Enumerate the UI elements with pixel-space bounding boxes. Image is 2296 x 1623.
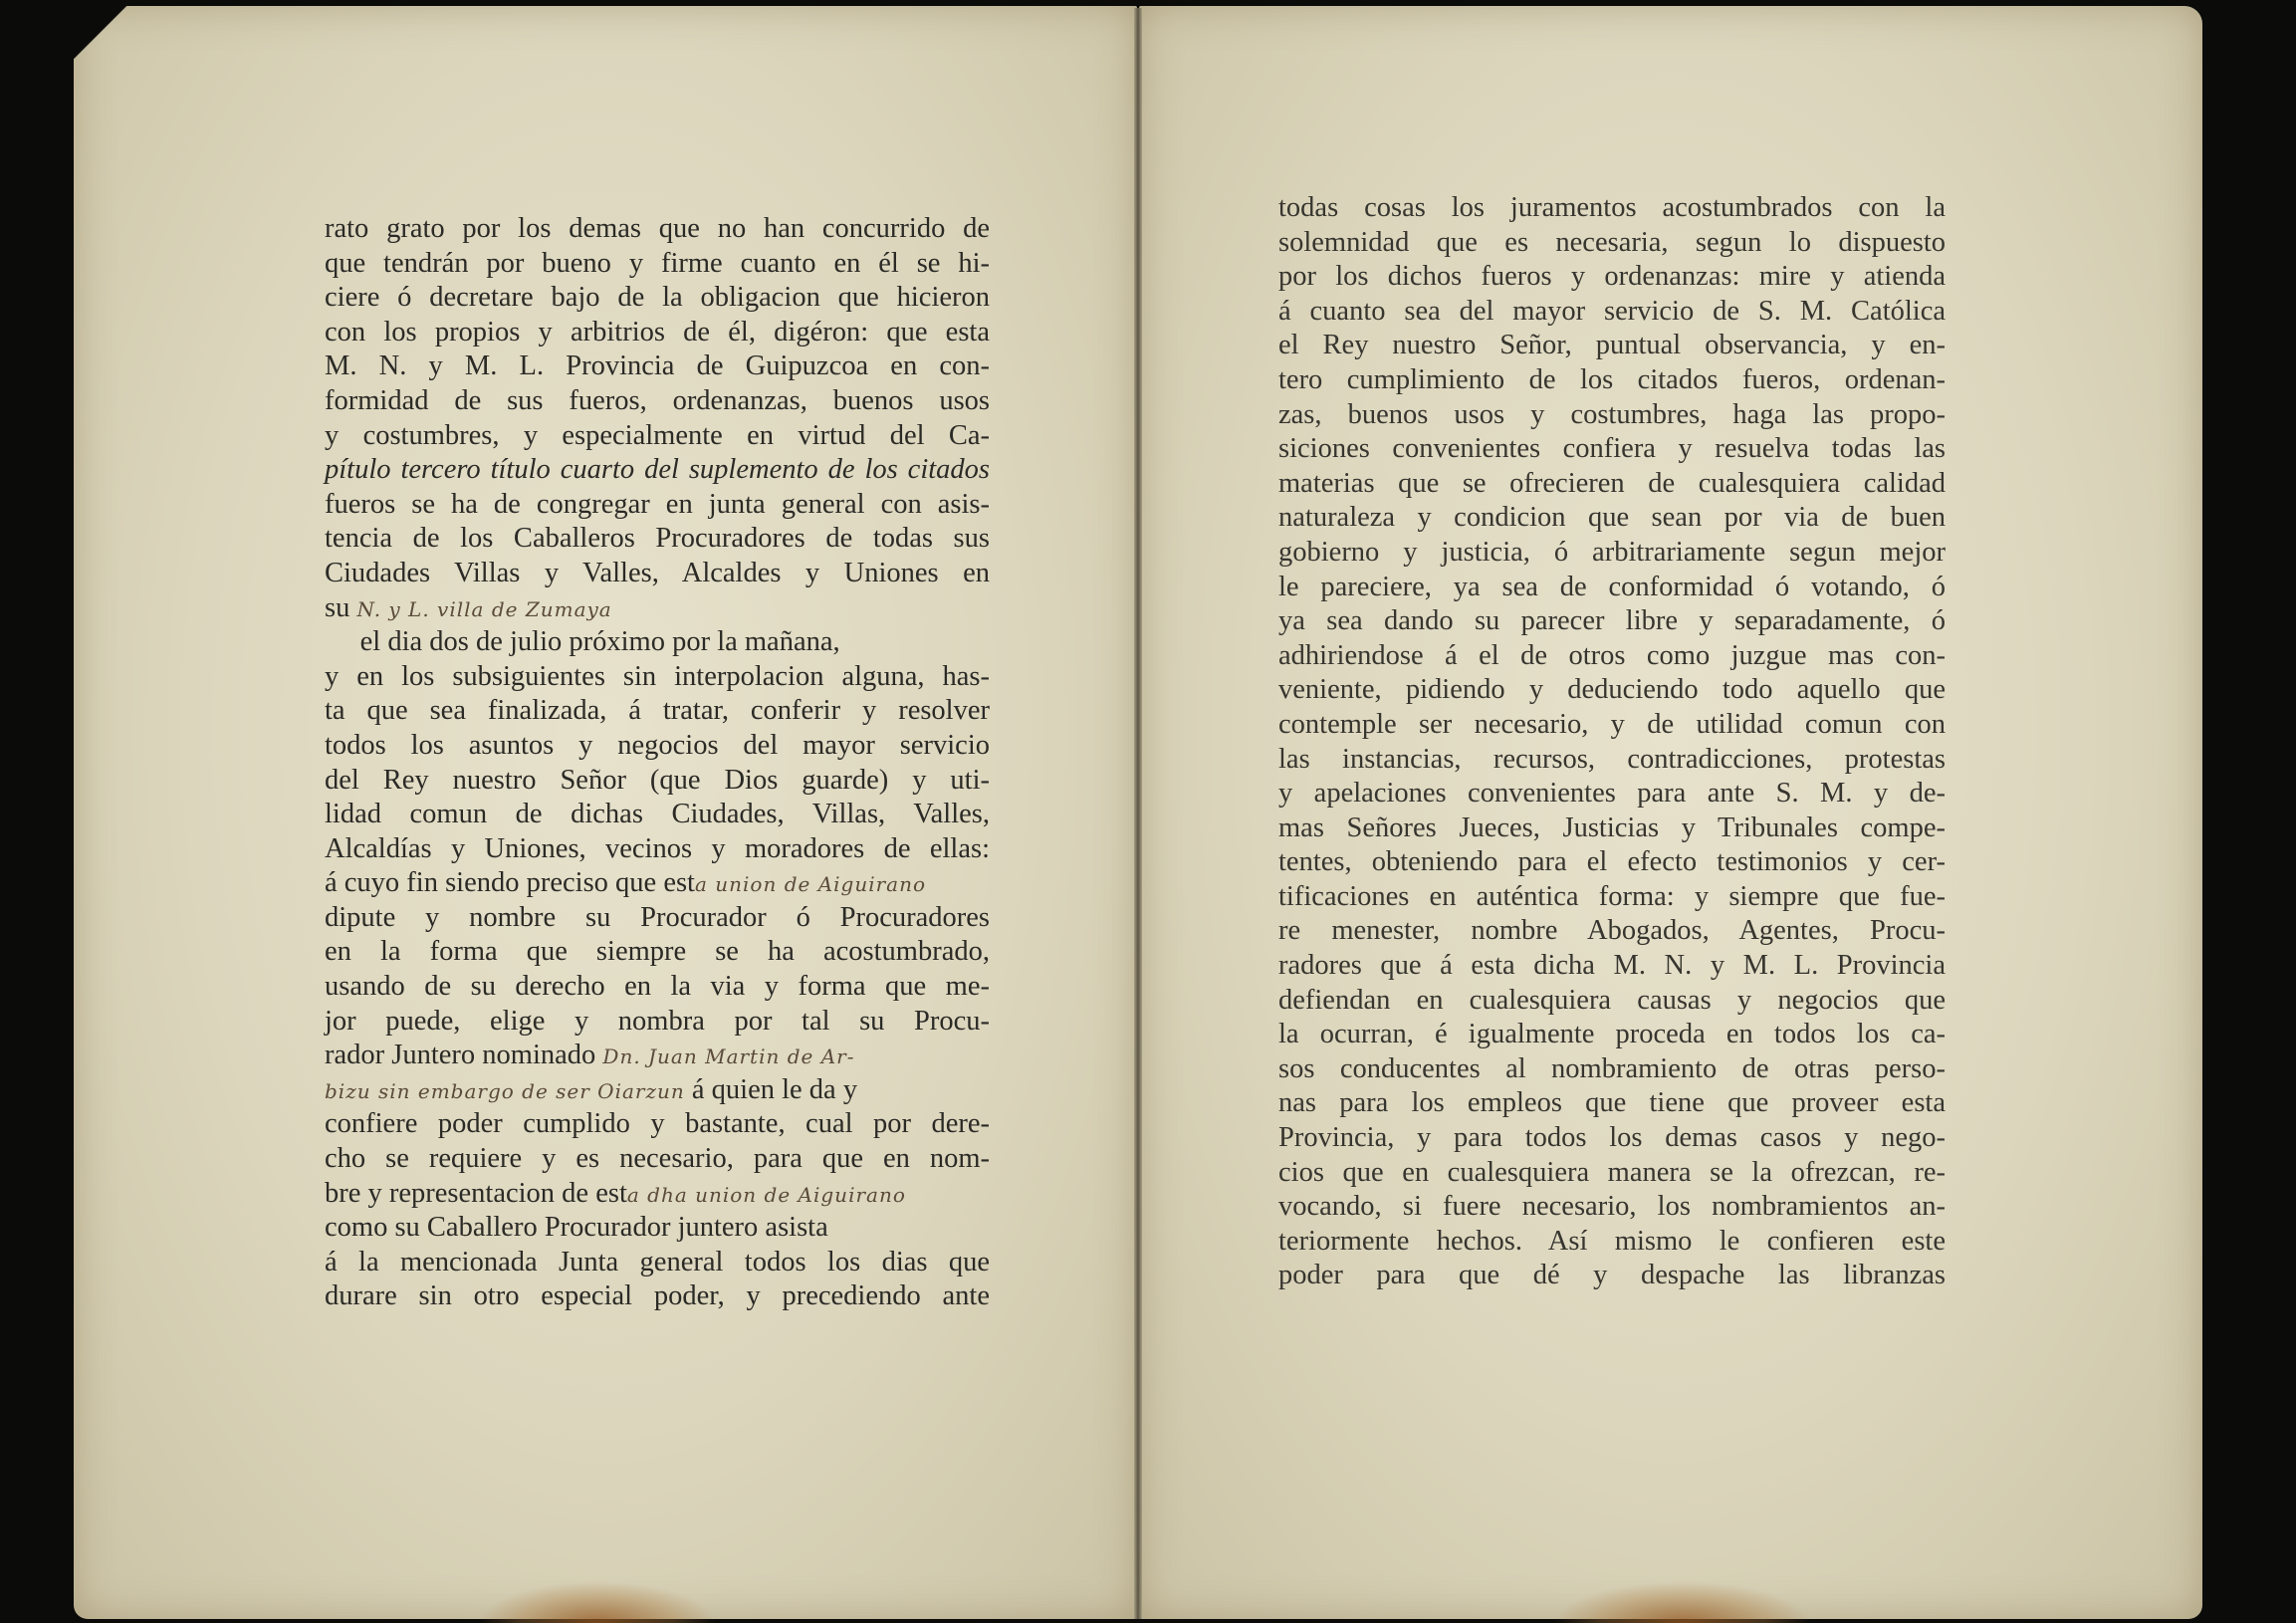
text-line: todas cosas los juramentos acostumbrados con la: [1278, 192, 1946, 223]
handwritten-entry: N. y L. villa de Zumaya: [356, 596, 612, 621]
text-line: tificaciones en auténtica forma: y siempre que fue-: [1278, 880, 1946, 912]
text-line: Alcaldías y Uniones, vecinos y moradores de ellas:: [325, 832, 990, 864]
text-line: en la forma que siempre se ha acostumbrado,: [325, 936, 990, 968]
text-line: á cuyo fin siendo preciso que esta union de Aiguirano: [325, 867, 927, 899]
text-line: por los dichos fueros y ordenanzas: mire y atienda: [1278, 261, 1946, 293]
text-line: poder para que dé y despache las libranzas: [1278, 1260, 1946, 1291]
text-line: lidad comun de dichas Ciudades, Villas, Valles,: [325, 799, 990, 830]
text-line: veniente, pidiendo y deduciendo todo aquello que: [1278, 674, 1946, 706]
text-line: que tendrán por bueno y firme cuanto en él se hi-: [325, 247, 990, 279]
text-line: Ciudades Villas y Valles, Alcaldes y Uniones en: [325, 557, 990, 588]
text-line: del Rey nuestro Señor (que Dios guarde) y uti-: [325, 764, 990, 796]
text-line: usando de su derecho en la via y forma que me-: [325, 971, 990, 1003]
text-line: zas, buenos usos y costumbres, haga las propo-: [1278, 398, 1946, 430]
text-line: contemple ser necesario, y de utilidad comun con: [1278, 708, 1946, 740]
text-line: solemnidad que es necesaria, segun lo dispuesto: [1278, 226, 1946, 258]
torn-corner: [74, 6, 133, 96]
text-line: rador Juntero nominado Dn. Juan Martin de Ar-: [325, 1040, 855, 1071]
text-line: bizu sin embargo de ser Oiarzun á quien le da y: [325, 1073, 858, 1105]
text-line: tentes, obteniendo para el efecto testimonios y cer-: [1278, 846, 1946, 878]
handwritten-entry: Dn. Juan Martin de Ar-: [602, 1044, 855, 1069]
text-line: siciones convenientes confiera y resuelva todas las: [1278, 433, 1946, 465]
text-line: tencia de los Caballeros Procuradores de todas sus: [325, 523, 990, 555]
text-line: formidad de sus fueros, ordenanzas, buenos usos: [325, 384, 990, 416]
text-line: el dia dos de julio próximo por la mañana,: [359, 626, 840, 658]
text-line: con los propios y arbitrios de él, digéron: que esta: [325, 316, 990, 348]
handwritten-entry: a union de Aiguirano: [694, 872, 927, 897]
handwritten-entry: bizu sin embargo de ser Oiarzun: [325, 1078, 685, 1103]
text-line: radores que á esta dicha M. N. y M. L. Provincia: [1278, 950, 1946, 982]
text-line: dipute y nombre su Procurador ó Procuradores: [325, 901, 990, 933]
left-page-text: [325, 212, 990, 1314]
text-line: vocando, si fuere necesario, los nombramientos an-: [1278, 1191, 1946, 1223]
text-line: y costumbres, y especialmente en virtud del Ca-: [325, 419, 990, 451]
text-line: defiendan en cualesquiera causas y negocios que: [1278, 984, 1946, 1016]
text-line: como su Caballero Procurador juntero asista: [325, 1212, 828, 1244]
text-line: fueros se ha de congregar en junta general con asis-: [325, 488, 990, 520]
text-line: bre y representacion de esta dha union de Aiguirano: [325, 1177, 906, 1209]
text-line: naturaleza y condicion que sean por via de buen: [1278, 502, 1946, 534]
text-line: le pareciere, ya sea de conformidad ó votando, ó: [1278, 571, 1946, 602]
text-line: el Rey nuestro Señor, puntual observancia, y en-: [1278, 330, 1946, 361]
water-stain-left: [478, 1581, 717, 1623]
text-line: ciere ó decretare bajo de la obligacion que hicieron: [325, 282, 990, 314]
text-line: sos conducentes al nombramiento de otras perso-: [1278, 1052, 1946, 1084]
text-line: y apelaciones convenientes para ante S. M. y de-: [1278, 778, 1946, 810]
text-line: rato grato por los demas que no han concurrido de: [325, 213, 990, 244]
text-line: y en los subsiguientes sin interpolacion alguna, has-: [325, 660, 990, 692]
text-line: jor puede, elige y nombra por tal su Procu-: [325, 1005, 990, 1037]
text-line: á la mencionada Junta general todos los dias que: [325, 1246, 990, 1277]
text-line: mas Señores Jueces, Justicias y Tribunales compe-: [1278, 812, 1946, 843]
text-line: las instancias, recursos, contradicciones, protestas: [1278, 743, 1946, 775]
text-line: Provincia, y para todos los demas casos y nego-: [1278, 1122, 1946, 1154]
text-line: la ocurran, é igualmente proceda en todos los ca-: [1278, 1019, 1946, 1050]
text-line: gobierno y justicia, ó arbitrariamente segun mejor: [1278, 536, 1946, 568]
right-page-text: [1278, 191, 1946, 1293]
text-line: teriormente hechos. Así mismo le confieren este: [1278, 1225, 1946, 1257]
text-line: tero cumplimiento de los citados fueros, ordenan-: [1278, 363, 1946, 395]
water-stain-right: [1553, 1581, 1812, 1623]
text-line: todos los asuntos y negocios del mayor servicio: [325, 729, 990, 761]
text-line: su N. y L. villa de Zumaya: [325, 591, 612, 623]
text-line: cios que en cualesquiera manera se la ofrezcan, re-: [1278, 1156, 1946, 1188]
handwritten-entry: a dha union de Aiguirano: [626, 1182, 906, 1207]
text-line: ta que sea finalizada, á tratar, conferir y resolver: [325, 695, 990, 727]
text-line: durare sin otro especial poder, y precediendo ante: [325, 1280, 990, 1312]
text-line: M. N. y M. L. Provincia de Guipuzcoa en con-: [325, 350, 990, 382]
text-line: nas para los empleos que tiene que proveer esta: [1278, 1087, 1946, 1119]
text-line: ya sea dando su parecer libre y separadamente, ó: [1278, 605, 1946, 637]
text-line: materias que se ofrecieren de cualesquiera calidad: [1278, 467, 1946, 499]
text-line: cho se requiere y es necesario, para que en nom-: [325, 1143, 990, 1175]
text-line: pítulo tercero título cuarto del suplemento de los citados: [325, 454, 990, 486]
text-line: á cuanto sea del mayor servicio de S. M. Católica: [1278, 295, 1946, 327]
text-line: adhiriendose á el de otros como juzgue mas con-: [1278, 639, 1946, 671]
text-line: confiere poder cumplido y bastante, cual por dere-: [325, 1108, 990, 1140]
book-gutter: [1134, 8, 1142, 1619]
text-line: re menester, nombre Abogados, Agentes, Procu-: [1278, 915, 1946, 947]
